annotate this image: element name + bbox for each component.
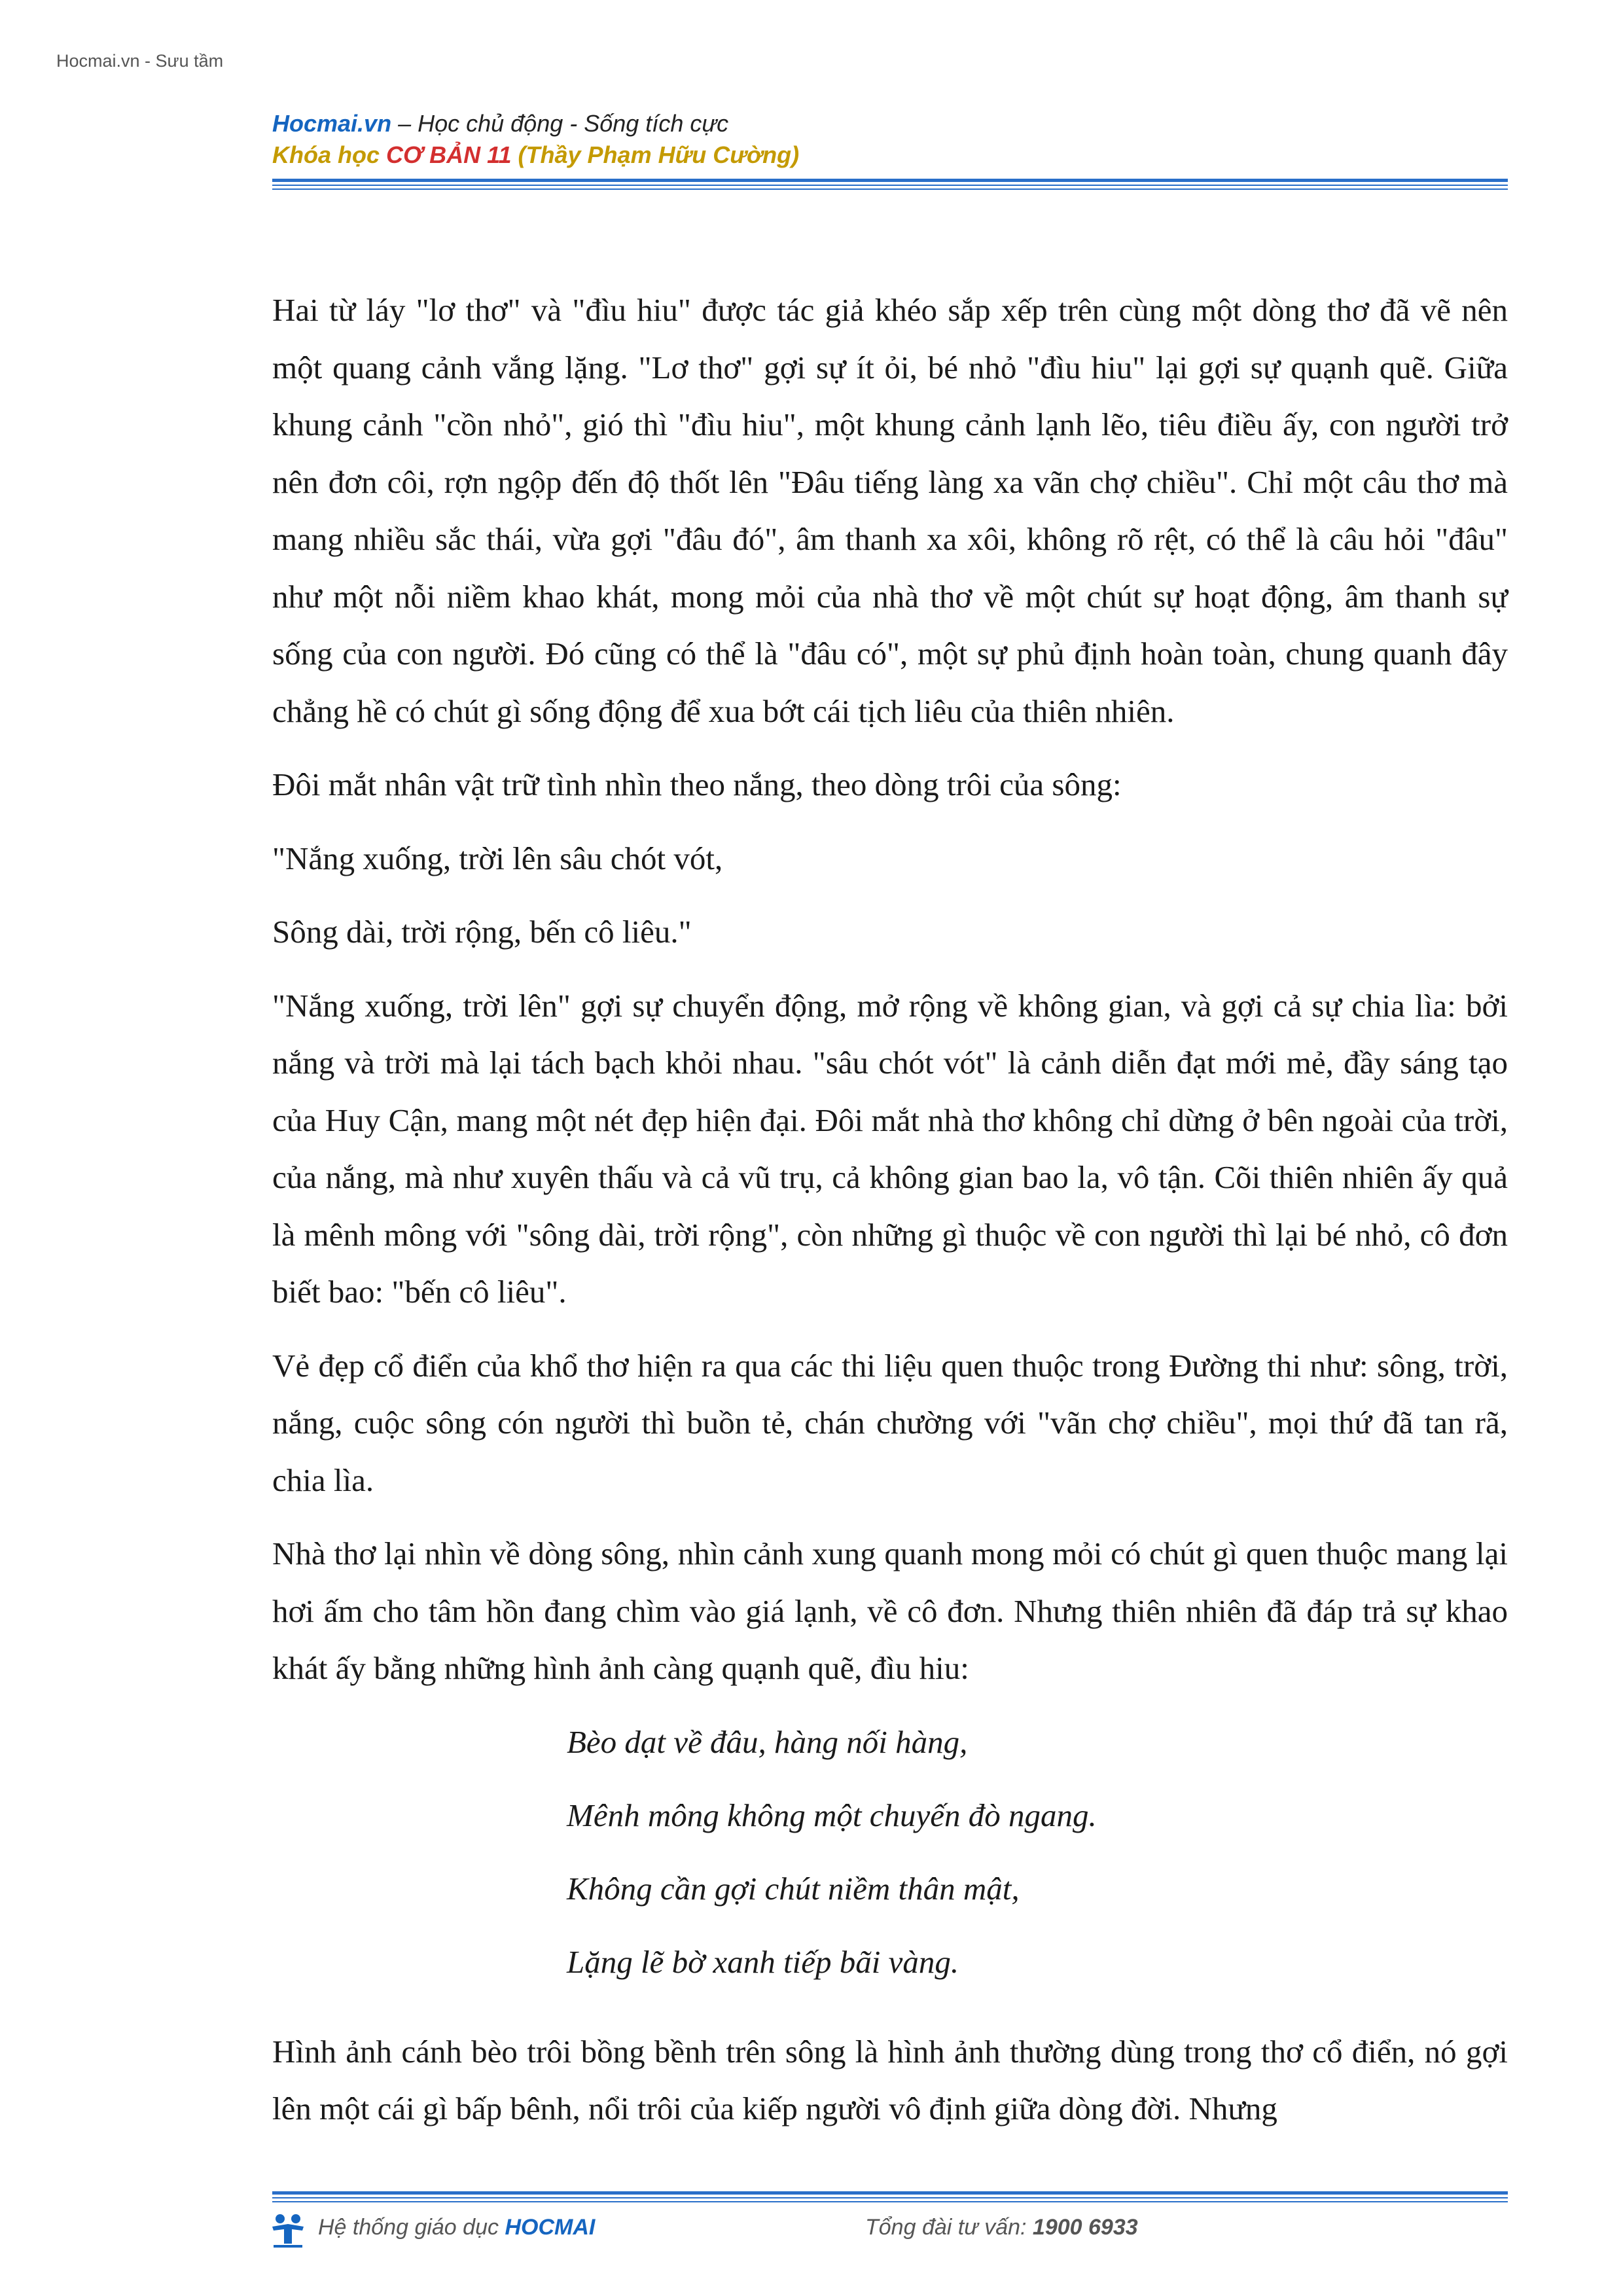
footer-rule bbox=[272, 2191, 1508, 2195]
header-line-1 bbox=[272, 110, 1516, 137]
paragraph: Hình ảnh cánh bèo trôi bồng bềnh trên sông là hình ảnh thường dùng trong thơ cổ điển, nó gợi lên một cái gì bấp bênh, nổi trôi của kiếp người vô định giữa dòng đời. Nhưng bbox=[272, 2033, 1508, 2126]
header-tagline: – Học chủ động - Sống tích cực bbox=[391, 110, 729, 137]
poem-line: Lặng lẽ bờ xanh tiếp bãi vàng. bbox=[567, 1943, 959, 1980]
header-rule bbox=[272, 188, 1508, 190]
course-prefix: Khóa học bbox=[272, 141, 387, 168]
paragraph: Đôi mắt nhân vật trữ tình nhìn theo nắng, theo dòng trôi của sông: bbox=[272, 766, 1122, 802]
footer-system-label: Hệ thống giáo dục bbox=[318, 2215, 505, 2240]
footer-hotline bbox=[865, 2215, 1138, 2240]
header-line-2 bbox=[272, 141, 1516, 169]
quoted-verse-line: Sông dài, trời rộng, bến cô liêu." bbox=[272, 914, 692, 950]
footer-hotline-label: Tổng đài tư vấn: bbox=[865, 2215, 1033, 2240]
footer-system bbox=[318, 2215, 595, 2240]
poem-line: Mênh mông không một chuyến đò ngang. bbox=[567, 1797, 1097, 1833]
paragraph: Hai từ láy "lơ thơ" và "đìu hiu" được tác giả khéo sắp xếp trên cùng một dòng thơ đã vẽ nên một quang cảnh vắng lặng. "Lơ thơ" gợi sự ít ỏi, bé nhỏ "đìu hiu" lại gợi sự quạnh quẽ. Giữa khung cảnh "cồn nhỏ", gió thì "đìu hiu", một khung cảnh lạnh lẽo, tiêu điều ấy, con người trở nên đơn côi, rợn ngộp đến độ thốt lên "Đâu tiếng làng xa vãn chợ chiều". Chỉ một câu thơ mà mang nhiều sắc thái, vừa gợi "đâu đó", âm thanh xa xôi, không rõ rệt, có thể là câu hỏi "đâu" như một nỗi niềm khao khát, mong mỏi của nhà thơ về một chút sự hoạt động, âm thanh sự sống của con người. Đó cũng có thể là "đâu có", một sự phủ định hoàn toàn, chung quanh đây chẳng hề có chút gì sống động để xua bớt cái tịch liêu của thiên nhiên. bbox=[272, 292, 1508, 729]
paragraph: Nhà thơ lại nhìn về dòng sông, nhìn cảnh xung quanh mong mỏi có chút gì quen thuộc mang lại hơi ấm cho tâm hồn đang chìm vào giá lạnh, về cô đơn. Nhưng thiên nhiên đã đáp trả sự khao khát ấy bằng những hình ảnh càng quạnh quẽ, đìu hiu: bbox=[272, 1535, 1508, 1686]
poem-stanza bbox=[567, 1713, 1508, 2007]
footer-rule bbox=[272, 2201, 1508, 2202]
quoted-verse-line: "Nắng xuống, trời lên sâu chót vót, bbox=[272, 840, 723, 876]
footer-hotline-number: 1900 6933 bbox=[1032, 2215, 1138, 2240]
course-name: CƠ BẢN 11 bbox=[386, 141, 512, 168]
footer-system-name: HOCMAI bbox=[505, 2215, 596, 2240]
header-brand: Hocmai.vn bbox=[272, 110, 392, 137]
header-rule bbox=[272, 185, 1508, 186]
poem-line: Không cần gợi chút niềm thân mật, bbox=[567, 1870, 1020, 1907]
document-body bbox=[272, 281, 1508, 2154]
course-teacher: (Thầy Phạm Hữu Cường) bbox=[511, 141, 800, 168]
footer-rule bbox=[272, 2197, 1508, 2198]
paragraph: Vẻ đẹp cổ điển của khổ thơ hiện ra qua các thi liệu quen thuộc trong Đường thi như: sông, trời, nắng, cuộc sông cón người thì buồn tẻ, chán chường với "vãn chợ chiều", mọi thứ đã tan rã, chia lìa. bbox=[272, 1347, 1508, 1498]
header-rule bbox=[272, 179, 1508, 182]
hocmai-logo-icon bbox=[268, 2211, 308, 2250]
poem-line: Bèo dạt về đâu, hàng nối hàng, bbox=[567, 1723, 968, 1760]
source-watermark: Hocmai.vn - Sưu tầm bbox=[56, 51, 224, 71]
paragraph: "Nắng xuống, trời lên" gợi sự chuyển động, mở rộng về không gian, và gợi cả sự chia lìa: bởi nắng và trời mà lại tách bạch khỏi nhau. "sâu chót vót" là cảnh diễn đạt mới mẻ, đầy sáng tạo của Huy Cận, mang một nét đẹp hiện đại. Đôi mắt nhà thơ không chỉ dừng ở bên ngoài của trời, của nắng, mà như xuyên thấu và cả vũ trụ, cả không gian bao la, vô tận. Cõi thiên nhiên ấy quả là mênh mông với "sông dài, trời rộng", còn những gì thuộc về con người thì lại bé nhỏ, cô đơn biết bao: "bến cô liêu". bbox=[272, 987, 1508, 1310]
